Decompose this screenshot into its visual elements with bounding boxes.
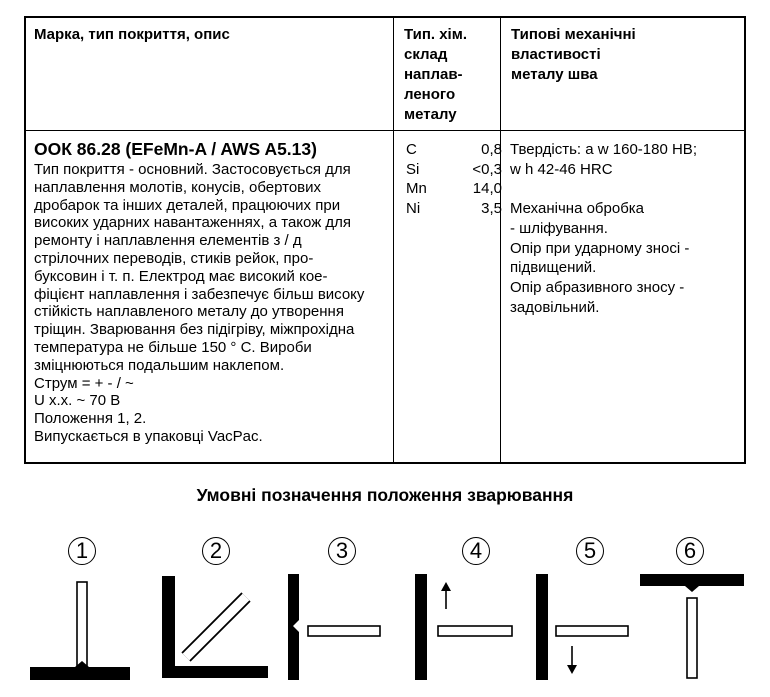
chemistry-list <box>406 140 502 218</box>
header-line: металу шва <box>511 66 598 83</box>
position-5-vertical-down-icon <box>532 574 642 680</box>
header-mechanical <box>511 25 636 85</box>
position-6-overhead-icon <box>640 574 744 680</box>
header-line: Типові механічні <box>511 26 636 43</box>
description-line: тріщин. Зварювання без підігріву, міжпрохідна <box>34 321 355 339</box>
header-line: властивості <box>511 46 601 63</box>
position-number-3: 3 <box>328 537 356 565</box>
element-value: <0,3 <box>472 160 502 178</box>
header-line: Марка, тип покриття, опис <box>34 26 230 43</box>
description-line: фіцієнт наплавлення і забезпечує більш високу <box>34 285 365 303</box>
description-line: зміцнюються подальшим наклепом. <box>34 356 285 374</box>
element-symbol: Si <box>406 160 420 178</box>
column-divider <box>393 16 394 464</box>
description-line: дробарок та інших деталей, працюючих при <box>34 196 341 214</box>
product-description <box>34 161 364 446</box>
header-line: леного <box>404 86 456 103</box>
mechanical-note: - шліфування. <box>510 219 608 237</box>
header-brand-type <box>34 25 230 45</box>
position-1-flat-icon <box>30 570 130 680</box>
description-line: високих ударних навантаженнях, а також для <box>34 214 352 232</box>
mechanical-note: Опір при ударному зносі - <box>510 239 690 257</box>
element-symbol: Mn <box>406 180 427 197</box>
mechanical-note: Опір абразивного зносу - <box>510 278 685 296</box>
element-value: 14,0 <box>472 180 502 197</box>
header-line: металу <box>404 106 457 123</box>
description-line: температура не більше 150 ° С. Вироби <box>34 338 312 356</box>
header-line: Тип. хім. <box>404 26 467 43</box>
position-number-4: 4 <box>462 537 490 565</box>
element-value: 3,5 <box>481 199 502 217</box>
chemistry-row <box>406 160 502 180</box>
description-line: ремонту і наплавлення елементів з / д <box>34 232 302 250</box>
position-number-1: 1 <box>68 537 96 565</box>
description-line: Тип покриття - основний. Застосовується для <box>34 161 351 178</box>
description-line: буксовин і т. п. Електрод має високий кое- <box>34 267 328 285</box>
chemistry-row <box>406 199 502 219</box>
mechanical-note: підвищений. <box>510 259 597 277</box>
description-line: стрілочних переводів, стиків рейок, про- <box>34 249 314 267</box>
position-2-fillet-icon <box>160 574 270 680</box>
description-line: U х.х. ~ 70 В <box>34 392 121 410</box>
element-value: 0,8 <box>481 141 502 158</box>
position-number-5: 5 <box>576 537 604 565</box>
mechanical-note: задовільний. <box>510 298 600 316</box>
hardness-line: w h 42-46 HRC <box>510 160 613 178</box>
position-3-horizontal-icon <box>286 574 386 680</box>
spacer <box>510 179 697 199</box>
column-divider <box>500 16 501 464</box>
legend-title: Умовні позначення положення зварювання <box>196 485 574 505</box>
hardness-line: Твердість: а w 160-180 HB; <box>510 141 697 158</box>
element-symbol: C <box>406 141 417 158</box>
chemistry-row <box>406 179 502 199</box>
header-line: наплав- <box>404 66 463 83</box>
position-number-2: 2 <box>202 537 230 565</box>
description-line: наплавлення молотів, конусів, обертових <box>34 178 322 196</box>
element-symbol: Ni <box>406 199 421 217</box>
spec-table <box>24 16 746 464</box>
header-chemistry <box>404 25 467 125</box>
position-number-6: 6 <box>676 537 704 565</box>
description-line: стійкість наплавленого металу до утворення <box>34 303 344 321</box>
header-divider <box>24 130 746 131</box>
description-line: Положення 1, 2. <box>34 410 147 428</box>
header-line: склад <box>404 46 448 63</box>
mechanical-note: Механічна обробка <box>510 200 645 218</box>
chemistry-row <box>406 140 502 160</box>
position-4-vertical-up-icon <box>410 574 520 680</box>
mechanical-properties <box>510 140 697 317</box>
product-title: ООК 86.28 (EFeMn-A / AWS A5.13) <box>34 139 317 159</box>
description-line: Випускається в упаковці VacPac. <box>34 427 263 445</box>
description-line: Струм = + - / ~ <box>34 374 134 392</box>
